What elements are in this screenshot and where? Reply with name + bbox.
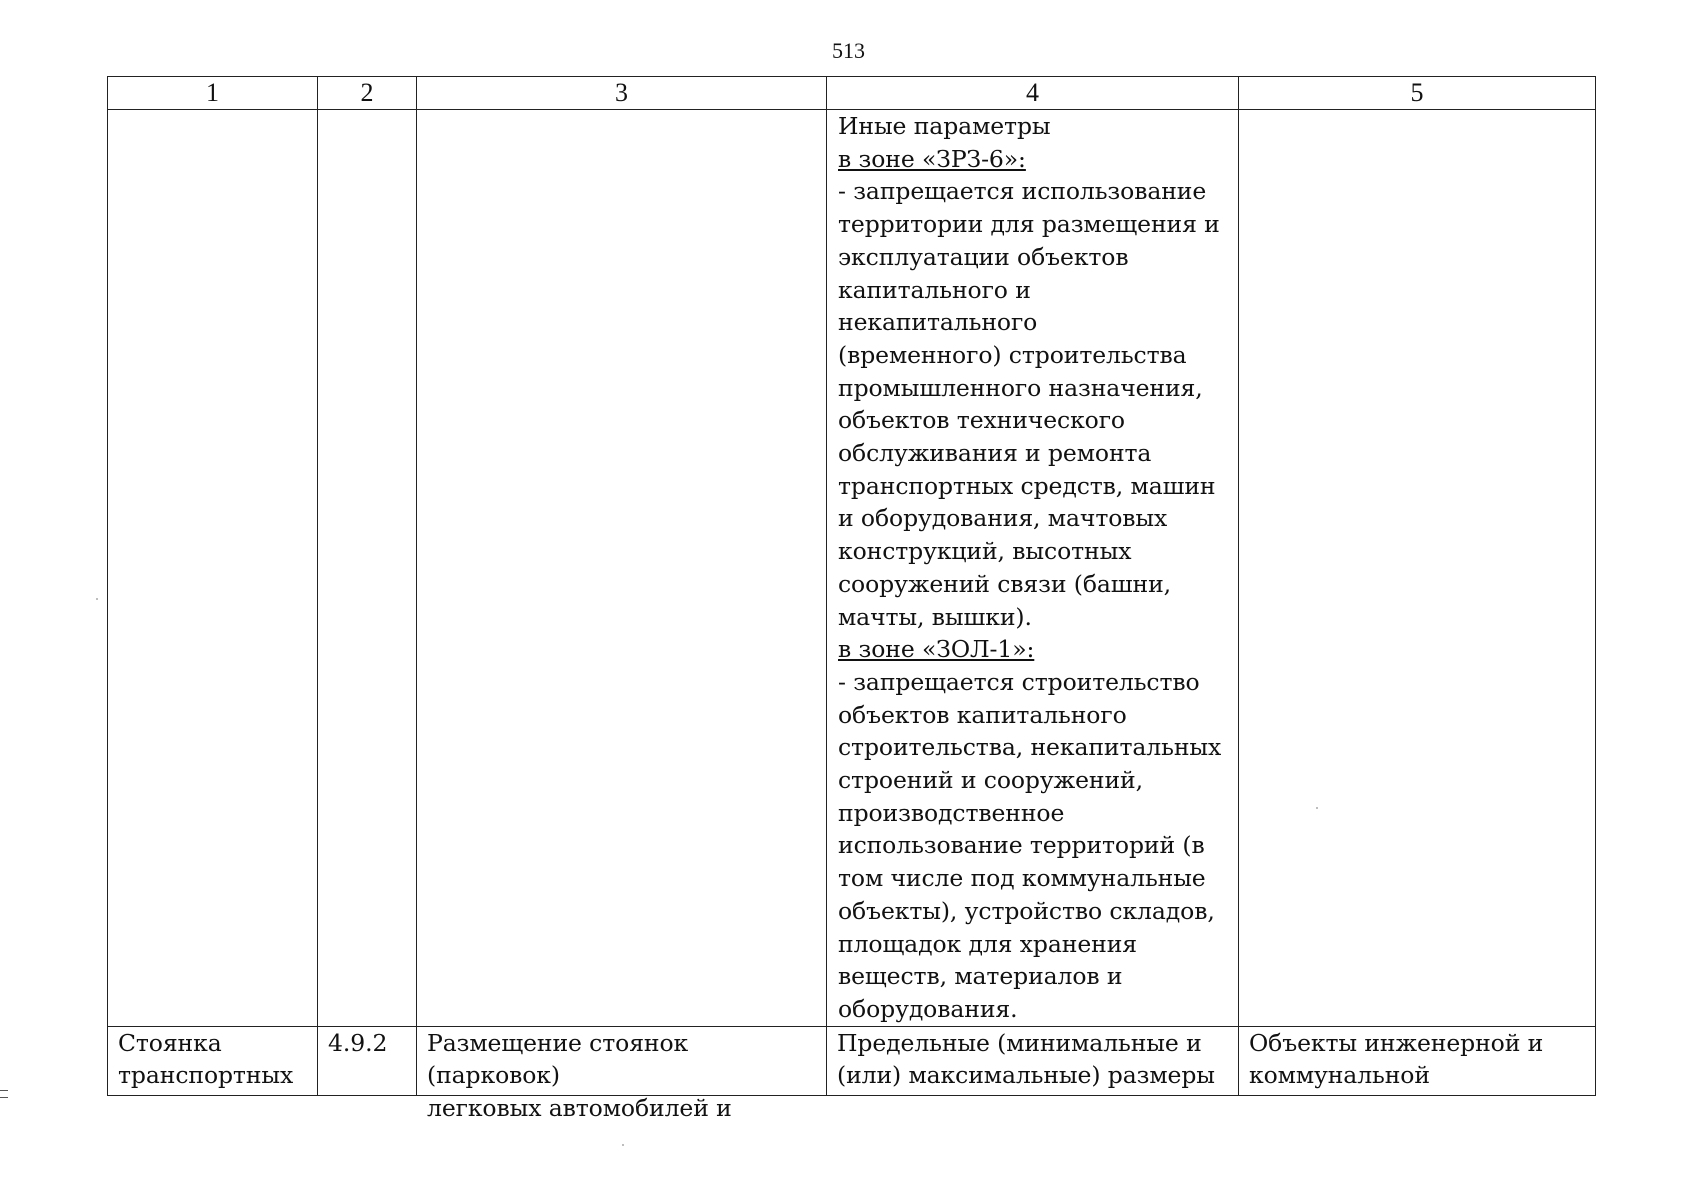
page-number: 513 xyxy=(832,38,865,63)
description-line-2: легковых автомобилей и xyxy=(427,1094,732,1123)
scan-margin-mark xyxy=(0,1090,8,1098)
parameter-line: производственное xyxy=(838,798,1065,827)
scan-dust-dot xyxy=(96,598,98,600)
zone-heading: в зоне «ЗОЛ-1»: xyxy=(838,635,1035,664)
parameter-line: транспортных средств, машин xyxy=(838,471,1216,500)
land-use-code: 4.9.2 xyxy=(328,1028,388,1057)
parameter-line: (временного) строительства xyxy=(838,340,1187,369)
auxiliary-line-1: Объекты инженерной и xyxy=(1249,1028,1544,1057)
parameter-line: эксплуатации объектов xyxy=(838,242,1129,271)
parameter-line: строений и сооружений, xyxy=(838,766,1143,795)
table-row-continuation xyxy=(108,110,1596,1027)
land-use-name-line-2: транспортных xyxy=(118,1061,294,1090)
cell-col-1 xyxy=(108,110,318,1027)
scan-dust-dot xyxy=(622,1144,624,1146)
header-col-4: 4 xyxy=(827,77,1239,110)
cell-auxiliary-objects xyxy=(1239,1026,1596,1095)
header-col-3: 3 xyxy=(417,77,827,110)
parameter-line: объекты), устройство складов, xyxy=(838,896,1215,925)
parameter-line: том числе под коммунальные xyxy=(838,864,1206,893)
header-col-2: 2 xyxy=(318,77,417,110)
parameter-line: площадок для хранения xyxy=(838,929,1137,958)
cell-col-5 xyxy=(1239,110,1596,1027)
table-row-parking xyxy=(108,1026,1596,1095)
auxiliary-line-2: коммунальной xyxy=(1249,1061,1430,1090)
parameter-line: мачты, вышки). xyxy=(838,602,1032,631)
limits-line-1: Предельные (минимальные и xyxy=(837,1028,1202,1057)
parameter-line: территории для размещения и xyxy=(838,210,1220,239)
parameter-line: использование территорий (в xyxy=(838,831,1205,860)
parameter-line: - запрещается использование xyxy=(838,177,1207,206)
limits-line-2: (или) максимальные) размеры xyxy=(837,1061,1215,1090)
header-col-1: 1 xyxy=(108,77,318,110)
cell-limit-parameters xyxy=(827,1026,1239,1095)
parameter-line: объектов технического xyxy=(838,406,1125,435)
parameter-line: сооружений связи (башни, xyxy=(838,569,1172,598)
cell-land-use-name xyxy=(108,1026,318,1095)
parameter-line: и оборудования, мачтовых xyxy=(838,504,1168,533)
parameter-line: Иные параметры xyxy=(838,112,1051,140)
parameter-line: веществ, материалов и xyxy=(838,962,1123,991)
parameter-line: строительства, некапитальных xyxy=(838,733,1222,762)
cell-col-2 xyxy=(318,110,417,1027)
header-col-5: 5 xyxy=(1239,77,1596,110)
zone-heading: в зоне «ЗРЗ-6»: xyxy=(838,144,1026,173)
regulation-table xyxy=(107,76,1596,1123)
parameter-line: капитального и некапитального xyxy=(838,275,1038,337)
parameter-line: промышленного назначения, xyxy=(838,373,1203,402)
cell-land-use-description xyxy=(417,1026,827,1123)
parameter-line: оборудования. xyxy=(838,994,1018,1023)
cell-col-4-parameters xyxy=(827,110,1239,1027)
parameter-line: - запрещается строительство xyxy=(838,667,1200,696)
cell-col-3 xyxy=(417,110,827,1027)
parameter-line: объектов капитального xyxy=(838,700,1127,729)
table-header-row xyxy=(108,77,1596,110)
parameter-line: обслуживания и ремонта xyxy=(838,439,1152,468)
scan-dust-dot xyxy=(1316,807,1318,809)
land-use-name-line-1: Стоянка xyxy=(118,1028,222,1057)
parameters-text xyxy=(837,110,1228,1026)
description-line-1: Размещение стоянок (парковок) xyxy=(427,1028,689,1090)
parameter-line: конструкций, высотных xyxy=(838,537,1132,566)
cell-land-use-code xyxy=(318,1026,417,1095)
